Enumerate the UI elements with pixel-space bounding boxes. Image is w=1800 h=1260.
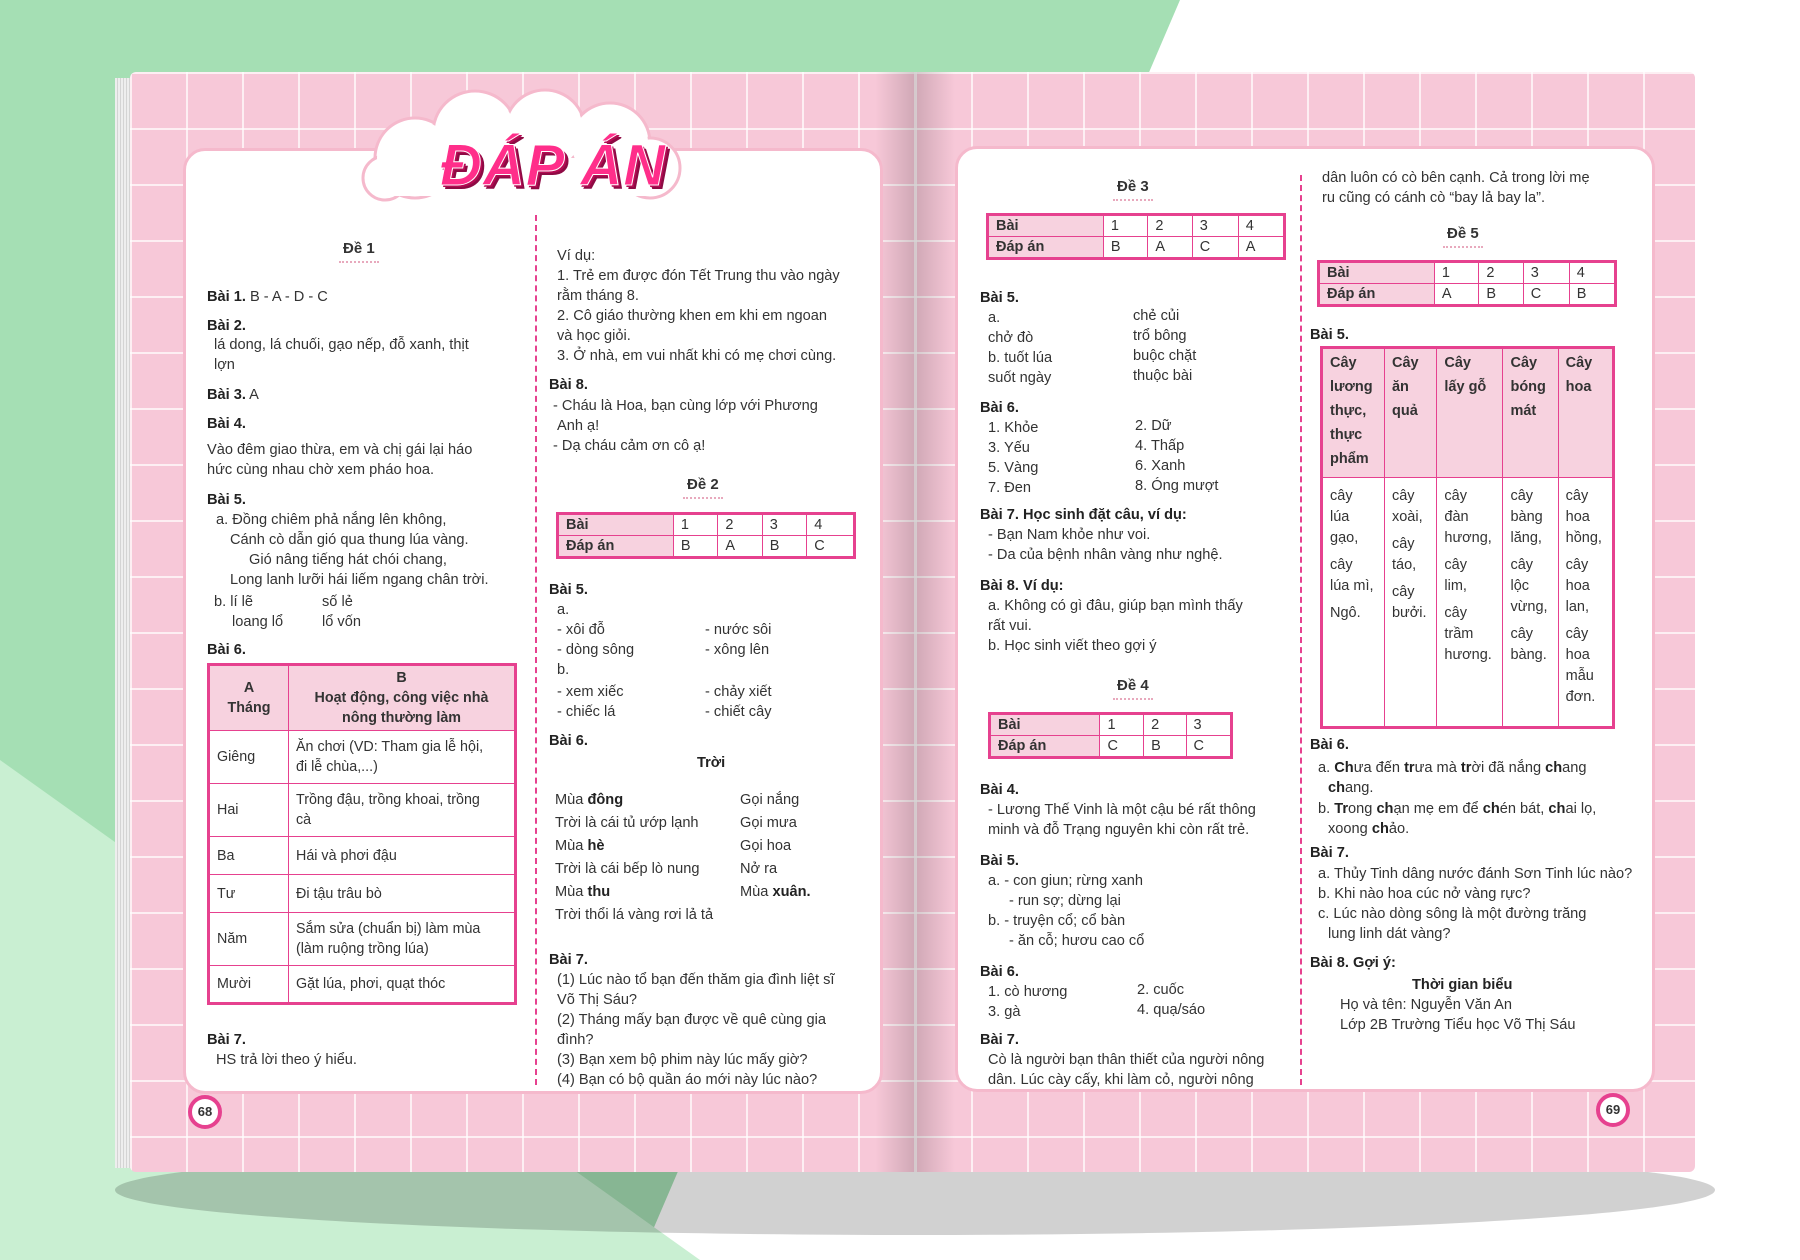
tree-table <box>1320 346 1615 729</box>
text: thực <box>1330 427 1363 443</box>
de5-answer-table <box>1317 260 1617 307</box>
text: gạo, <box>1330 530 1359 546</box>
poem-text: Gọi hoa <box>740 838 792 854</box>
text: phẩm <box>1330 451 1369 467</box>
de1-heading: Đề 1 <box>343 240 375 257</box>
word: b. tuốt lúa <box>988 350 1053 366</box>
de2-answer-table <box>556 512 856 559</box>
tree-header-cell <box>1558 348 1613 478</box>
de2-bai5-label: Bài 5. <box>549 582 588 598</box>
month-cell: Tư <box>209 875 289 913</box>
text: cây <box>1510 488 1534 504</box>
poem-title: Trời <box>697 755 726 771</box>
column-divider <box>1300 175 1302 1085</box>
question-line: b. Khi nào hoa cúc nở vàng rực? <box>1318 886 1531 902</box>
de5-bai8-label: Bài 8. Gợi ý: <box>1310 955 1396 971</box>
text: a. <box>1318 760 1335 776</box>
text: ch <box>1545 760 1563 776</box>
de4-bai4-label: Bài 4. <box>980 782 1019 798</box>
text: táo, <box>1391 557 1417 573</box>
poem-bold: hè <box>587 838 605 854</box>
word: 3. gà <box>988 1004 1021 1020</box>
question-line: (3) Bạn xem bộ phim này lúc mấy giờ? <box>557 1052 808 1068</box>
de3-bai8-label: Bài 8. Ví dụ: <box>980 578 1064 594</box>
col-b: B <box>396 670 407 686</box>
poem-text: Trời là cái tủ ướp lạnh <box>555 815 699 831</box>
text: hoa <box>1565 578 1590 594</box>
word: a. <box>988 310 1001 326</box>
activity-cell: Sắm sửa (chuẩn bị) làm mùa <box>296 921 481 937</box>
page-title: ĐÁP ÁN <box>440 133 667 198</box>
question-line: (1) Lúc nào tổ bạn đến thăm gia đình liệt sĩ <box>557 972 835 988</box>
de5-bai5-label: Bài 5. <box>1310 327 1349 343</box>
text: ạn mẹ em để <box>1393 801 1483 817</box>
de1-bai7-label: Bài 7. <box>207 1032 246 1048</box>
rhyme-line <box>1318 799 1596 820</box>
de5-heading: Đề 5 <box>1447 225 1479 242</box>
text: B <box>1144 736 1186 758</box>
text: C <box>1192 237 1238 259</box>
activity-cell: đi lễ chùa,...) <box>296 759 378 775</box>
text: C <box>1100 736 1144 758</box>
month-cell: Ba <box>209 837 289 875</box>
de4-heading: Đề 4 <box>1117 677 1149 694</box>
tree-list-cell <box>1437 478 1503 728</box>
text: B <box>1479 284 1523 306</box>
text: lúa mì, <box>1330 578 1374 594</box>
question-line: c. Lúc nào dòng sông là một đường trăng <box>1318 906 1587 922</box>
example-line: rằm tháng 8. <box>557 288 639 304</box>
text: lấy gỗ <box>1444 379 1487 395</box>
text: 3 <box>762 514 806 536</box>
tree-list-cell <box>1384 478 1436 728</box>
de2-heading: Đề 2 <box>687 476 719 493</box>
bai8-line: Anh ạ! <box>557 418 600 434</box>
text: ưa mà <box>1414 760 1461 776</box>
text: cây <box>1565 488 1589 504</box>
text: Ngô. <box>1330 605 1361 621</box>
de4-bai5-label: Bài 5. <box>980 853 1019 869</box>
sentence: Cò là người bạn thân thiết của người nông <box>988 1052 1265 1068</box>
month-cell: Mười <box>209 966 289 1004</box>
page-number-right: 69 <box>1596 1093 1630 1127</box>
text: lương <box>1330 379 1373 395</box>
poem-text: Mùa <box>555 838 588 854</box>
sentence: dân luôn có cò bên cạnh. Cả trong lời mẹ <box>1322 170 1590 186</box>
question-line: a. Thủy Tinh dâng nước đánh Sơn Tinh lúc nào? <box>1318 866 1633 882</box>
poem-text: Nở ra <box>740 861 778 877</box>
schedule-line: Họ và tên: Nguyễn Văn An <box>1340 997 1512 1013</box>
text: Đáp án <box>558 536 674 558</box>
question-line: lung linh dát vàng? <box>1328 926 1451 942</box>
de1-bai1-answer: B - A - D - C <box>245 289 328 305</box>
sentence: - Bạn Nam khỏe như voi. <box>988 527 1151 543</box>
word: buộc chặt <box>1133 348 1197 364</box>
activity-cell: Trồng đậu, trồng khoai, trồng <box>296 792 480 808</box>
poem-bold: xuân. <box>772 884 811 900</box>
word: 3. Yếu <box>988 440 1030 456</box>
text: tr <box>1460 760 1472 776</box>
text: Cây <box>1444 355 1471 371</box>
month-cell: Hai <box>209 784 289 837</box>
text: A <box>718 536 762 558</box>
text: đàn <box>1444 509 1469 525</box>
text: ch <box>1376 801 1394 817</box>
word: b. - truyện cổ; cổ bàn <box>988 913 1126 929</box>
word: 2. cuốc <box>1137 982 1185 998</box>
text: 2 <box>1144 714 1186 736</box>
month-activity-table <box>207 663 517 1005</box>
word: 6. Xanh <box>1135 458 1186 474</box>
text: Đáp án <box>988 237 1104 259</box>
text: b. <box>1318 801 1335 817</box>
de3-bai5-label: Bài 5. <box>980 290 1019 306</box>
de1-bai2-line: lợn <box>214 357 235 373</box>
text: 2 <box>1148 215 1192 237</box>
text: Bài <box>1319 262 1435 284</box>
de4-answer-table <box>988 712 1233 759</box>
text: cây <box>1391 584 1415 600</box>
sentence: ru cũng có cánh cò “bay lả bay la”. <box>1322 190 1546 206</box>
bai8-line: - Cháu là Hoa, bạn cùng lớp với Phương <box>553 398 818 414</box>
de1-bai1-label: Bài 1. <box>207 289 246 305</box>
de1-bai5-label: Bài 5. <box>207 492 246 508</box>
question-line: đình? <box>557 1032 594 1048</box>
question-line: Võ Thị Sáu? <box>557 992 638 1008</box>
bai8-line: - Dạ cháu cảm ơn cô ạ! <box>553 438 706 454</box>
text: hương, <box>1444 530 1492 546</box>
text: A <box>1148 237 1192 259</box>
poem-bold: đông <box>587 792 624 808</box>
sentence: a. Không có gì đâu, giúp bạn mình thấy <box>988 598 1243 614</box>
de1-bai2-line: lá dong, lá chuối, gạo nếp, đỗ xanh, thịt <box>214 337 469 353</box>
text: Bài <box>558 514 674 536</box>
activity-cell: Hái và phơi đậu <box>289 837 516 875</box>
activity-cell: cà <box>296 812 312 828</box>
word: 4. Thấp <box>1135 438 1185 454</box>
text: lăng, <box>1510 530 1542 546</box>
word: thuộc bài <box>1133 368 1193 384</box>
de5-bai6-label: Bài 6. <box>1310 737 1349 753</box>
text: hoa <box>1565 509 1590 525</box>
text: ch <box>1328 780 1346 796</box>
text: cây <box>1391 488 1415 504</box>
sentence: dân. Lúc cày cấy, khi làm cỏ, người nông <box>988 1072 1254 1088</box>
de1-bai4-label: Bài 4. <box>207 416 246 432</box>
poem-line: Gió nâng tiếng hát chói chang, <box>249 552 447 568</box>
text: ang <box>1562 760 1587 776</box>
sub-label: b. <box>557 662 570 678</box>
example-line: và học giỏi. <box>557 328 631 344</box>
de1-bai5b: lổ vốn <box>322 614 361 630</box>
tree-list-cell <box>1503 478 1558 728</box>
word: - chảy xiết <box>705 684 772 700</box>
poem-text: Gọi nắng <box>740 792 800 808</box>
text: xoài, <box>1391 509 1423 525</box>
bai8-label: Bài 8. <box>549 377 588 393</box>
text: xoong <box>1328 821 1372 837</box>
text: hoa <box>1565 379 1592 395</box>
poem-line: a. Đồng chiêm phả nắng lên không, <box>216 512 447 528</box>
text: 4 <box>807 514 855 536</box>
text: 1 <box>1434 262 1478 284</box>
text: cây <box>1565 626 1589 642</box>
text: ưa đến <box>1353 760 1405 776</box>
text: C <box>1523 284 1569 306</box>
text: Ch <box>1334 760 1354 776</box>
text: cây <box>1391 536 1415 552</box>
word: suốt ngày <box>988 370 1052 386</box>
poem-line: Long lanh lưỡi hái liếm ngang chân trời. <box>230 572 489 588</box>
tree-list-cell <box>1558 478 1613 728</box>
question-line: (2) Tháng mấy bạn được về quê cùng gia <box>557 1012 826 1028</box>
word: 8. Óng mượt <box>1135 478 1219 494</box>
word: - chiết cây <box>705 704 772 720</box>
rhyme-line <box>1328 819 1409 840</box>
example-line: 1. Trẻ em được đón Tết Trung thu vào ngày <box>557 268 840 284</box>
text: Bài <box>990 714 1100 736</box>
col-a: A <box>243 680 255 696</box>
text: lim, <box>1444 578 1467 594</box>
text: tr <box>1404 760 1415 776</box>
text: bàng <box>1510 509 1543 525</box>
text: 2 <box>1479 262 1523 284</box>
word: - dòng sông <box>557 642 635 658</box>
text: hoa <box>1565 647 1590 663</box>
text: lúa <box>1330 509 1350 525</box>
text: vừng, <box>1510 599 1548 615</box>
text: lan, <box>1565 599 1590 615</box>
question-line: (4) Bạn có bộ quần áo mới này lúc nào? <box>557 1072 818 1088</box>
text: C <box>1186 736 1231 758</box>
text: thực, <box>1330 403 1367 419</box>
word: 7. Đen <box>988 480 1031 496</box>
text: 1 <box>1100 714 1144 736</box>
text: Đáp án <box>990 736 1100 758</box>
rhyme-line <box>1328 778 1373 799</box>
word: - xôi đỗ <box>557 622 605 638</box>
text: 2 <box>718 514 762 536</box>
text: Bài <box>988 215 1104 237</box>
tree-header-cell <box>1437 348 1503 478</box>
poem-text: Mùa <box>740 884 773 900</box>
word: - chiếc lá <box>557 704 616 720</box>
word: trổ bông <box>1133 328 1187 344</box>
de1-bai3-label: Bài 3. <box>207 387 246 403</box>
poem-line: Cánh cò dẫn gió qua thung lúa vàng. <box>230 532 469 548</box>
text: B <box>762 536 806 558</box>
page-number-left: 68 <box>188 1095 222 1129</box>
text: hồng, <box>1565 530 1602 546</box>
text: Cây <box>1565 355 1593 371</box>
example-line: 3. Ở nhà, em vui nhất khi có mẹ chơi cùng. <box>557 348 837 364</box>
word: 1. cò hương <box>988 984 1068 1000</box>
de1-bai6-label: Bài 6. <box>207 642 246 658</box>
de1-bai3-answer: A <box>245 387 259 403</box>
col-b-title: nông thường làm <box>342 710 461 726</box>
de1-bai2-label: Bài 2. <box>207 318 246 334</box>
activity-cell: (làm ruộng trồng lúa) <box>296 941 429 957</box>
poem-bold: thu <box>587 884 611 900</box>
text: ch <box>1482 801 1500 817</box>
text: ch <box>1371 821 1389 837</box>
de4-bai6-label: Bài 6. <box>980 964 1019 980</box>
tree-list-cell <box>1322 478 1385 728</box>
word: - xông lên <box>705 642 770 658</box>
text: Cây <box>1510 355 1538 371</box>
text: mát <box>1510 403 1537 419</box>
month-cell: Giêng <box>209 731 289 784</box>
schedule-line: Lớp 2B Trường Tiểu học Võ Thị Sáu <box>1340 1017 1576 1033</box>
column-divider <box>535 215 537 1085</box>
word: - ăn cỗ; hươu cao cổ <box>1009 933 1145 949</box>
word: 5. Vàng <box>988 460 1039 476</box>
text: ăn <box>1391 379 1409 395</box>
text: ảo. <box>1388 821 1410 837</box>
text: ch <box>1548 801 1566 817</box>
text: bóng <box>1510 379 1546 395</box>
book-gutter <box>875 72 955 1172</box>
text: Cây <box>1330 355 1357 371</box>
text: A <box>1238 237 1284 259</box>
text: 4 <box>1238 215 1284 237</box>
rhyme-line <box>1318 758 1587 779</box>
tree-header-cell <box>1503 348 1558 478</box>
de1-bai5b: loang lổ <box>232 614 284 630</box>
text: 4 <box>1569 262 1615 284</box>
de3-bai6-label: Bài 6. <box>980 400 1019 416</box>
text: én bát, <box>1499 801 1549 817</box>
de5-bai7-label: Bài 7. <box>1310 845 1349 861</box>
word: 2. Dữ <box>1135 418 1172 434</box>
col-b-title: Hoạt động, công việc nhà <box>314 690 489 706</box>
text: cây <box>1444 488 1467 504</box>
text: mẫu <box>1565 668 1594 684</box>
text: 3 <box>1186 714 1231 736</box>
text: trầm <box>1444 626 1474 642</box>
de4-bai7-label: Bài 7. <box>980 1032 1019 1048</box>
de3-answer-table <box>986 213 1286 260</box>
poem-text: Trời thổi lá vàng rơi lả tả <box>555 907 714 923</box>
activity-cell: Đi tậu trâu bò <box>289 875 516 913</box>
de2-bai6-label: Bài 6. <box>549 733 588 749</box>
tree-header-cell <box>1384 348 1436 478</box>
de2-bai7-label: Bài 7. <box>549 952 588 968</box>
word: 4. quạ/sáo <box>1137 1002 1206 1018</box>
poem-text: Mùa <box>555 792 588 808</box>
text: 1 <box>673 514 717 536</box>
sentence: minh và đỗ Trạng nguyên khi còn rất trẻ. <box>988 822 1250 838</box>
text: cây <box>1510 626 1534 642</box>
sentence: b. Học sinh viết theo gợi ý <box>988 638 1157 654</box>
text: hương. <box>1444 647 1492 663</box>
month-cell: Năm <box>209 913 289 966</box>
text: ời đã nắng <box>1471 760 1546 776</box>
text: đơn. <box>1565 689 1596 705</box>
activity-cell: Ăn chơi (VD: Tham gia lễ hội, <box>296 739 484 755</box>
word: chẻ củi <box>1133 308 1180 324</box>
text: 3 <box>1523 262 1569 284</box>
text: cây <box>1444 605 1467 621</box>
example-line: 2. Cô giáo thường khen em khi em ngoan <box>557 308 828 324</box>
sentence: - Da của bệnh nhân vàng như nghệ. <box>988 547 1223 563</box>
text: cây <box>1330 488 1353 504</box>
poem-text: Gọi mưa <box>740 815 797 831</box>
text: 3 <box>1192 215 1238 237</box>
de1-bai5b: số lẻ <box>322 594 353 610</box>
de1-bai4-line: Vào đêm giao thừa, em và chị gái lại háo <box>207 442 473 458</box>
de1-bai7-answer: HS trả lời theo ý hiểu. <box>216 1052 357 1068</box>
poem-text: Trời là cái bếp lò nung <box>555 861 700 877</box>
text: A <box>1434 284 1478 306</box>
tree-header-cell <box>1322 348 1385 478</box>
text: B <box>673 536 717 558</box>
word: 1. Khỏe <box>988 420 1039 436</box>
schedule-title: Thời gian biểu <box>1412 977 1513 993</box>
de1-bai4-line: hức cùng nhau chờ xem pháo hoa. <box>207 462 435 478</box>
text: ang. <box>1345 780 1374 796</box>
word: - xem xiếc <box>557 684 624 700</box>
example-line: Ví dụ: <box>557 248 596 264</box>
text: ai lọ, <box>1565 801 1597 817</box>
text: bưởi. <box>1391 605 1427 621</box>
text: cây <box>1330 557 1353 573</box>
text: quả <box>1391 403 1418 419</box>
de1-bai5b: b. lí lẽ <box>214 594 253 610</box>
text: B <box>1103 237 1147 259</box>
text: cây <box>1444 557 1467 573</box>
text: C <box>807 536 855 558</box>
text: ong <box>1348 801 1377 817</box>
poem-text: Mùa <box>555 884 588 900</box>
text: bàng. <box>1510 647 1547 663</box>
text: cây <box>1565 557 1589 573</box>
de3-heading: Đề 3 <box>1117 178 1149 195</box>
col-a-title: Tháng <box>227 700 271 716</box>
activity-cell: Gặt lúa, phơi, quạt thóc <box>289 966 516 1004</box>
text: B <box>1569 284 1615 306</box>
word: chở đò <box>988 330 1034 346</box>
sentence: rất vui. <box>988 618 1032 634</box>
text: Tr <box>1334 801 1349 817</box>
word: a. - con giun; rừng xanh <box>988 873 1143 889</box>
text: cây <box>1510 557 1534 573</box>
sentence: - Lương Thế Vinh là một cậu bé rất thông <box>988 802 1256 818</box>
sub-label: a. <box>557 602 570 618</box>
de3-bai7-label: Bài 7. Học sinh đặt câu, ví dụ: <box>980 507 1187 523</box>
text: Cây <box>1391 355 1419 371</box>
text: lộc <box>1510 578 1530 594</box>
word: - nước sôi <box>705 622 772 638</box>
text: 1 <box>1103 215 1147 237</box>
text: Đáp án <box>1319 284 1435 306</box>
word: - run sợ; dừng lại <box>1009 893 1121 909</box>
